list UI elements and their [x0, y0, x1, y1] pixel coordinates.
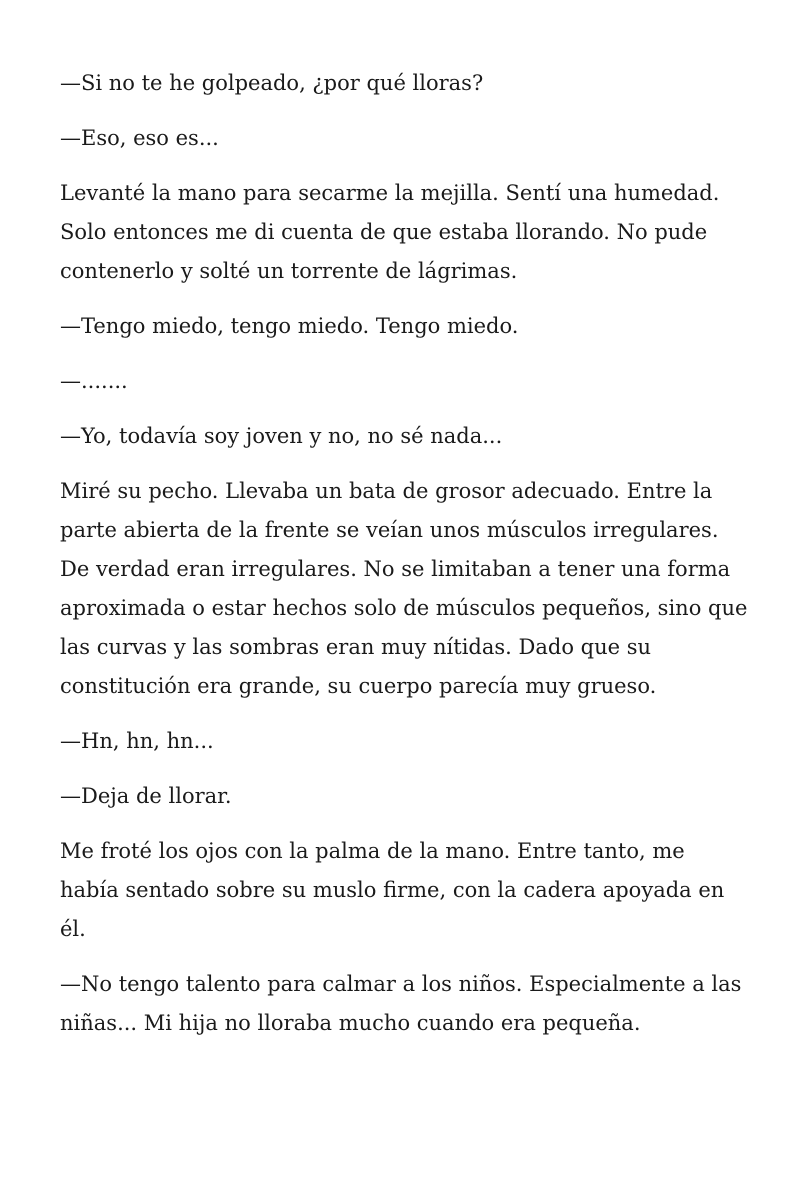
- paragraph-10: Me froté los ojos con la palma de la mano. Entre tanto, me había sentado sobre su muslo firme, con la cadera apoyada en él.: [60, 839, 725, 941]
- paragraph-4: —Tengo miedo, tengo miedo. Tengo miedo.: [60, 314, 519, 338]
- paragraph-11: —No tengo talento para calmar a los niños. Especialmente a las niñas... Mi hija no lloraba mucho cuando era pequeña.: [60, 972, 742, 1035]
- paragraph-5: —.......: [60, 369, 128, 393]
- paragraph-2: —Eso, eso es...: [60, 126, 219, 150]
- paragraph-3: Levanté la mano para secarme la mejilla. Sentí una humedad. Solo entonces me di cuenta de que estaba llorando. No pude contenerlo y solté un torrente de lágrimas.: [60, 181, 720, 283]
- paragraph-9: —Deja de llorar.: [60, 784, 232, 808]
- paragraph-1: —Si no te he golpeado, ¿por qué lloras?: [60, 71, 484, 95]
- paragraph-7: Miré su pecho. Llevaba un bata de grosor adecuado. Entre la parte abierta de la frente se veían unos músculos irregulares. De verdad eran irregulares. No se limitaban a tener una forma aproximada o estar hechos solo de músculos pequeños, sino que las curvas y las sombras eran muy nítidas. Dado que su constitución era grande, su cuerpo parecía muy grueso.: [60, 479, 748, 698]
- reader-page: [60, 64, 750, 1059]
- paragraph-6: —Yo, todavía soy joven y no, no sé nada...: [60, 424, 503, 448]
- paragraph-8: —Hn, hn, hn...: [60, 729, 214, 753]
